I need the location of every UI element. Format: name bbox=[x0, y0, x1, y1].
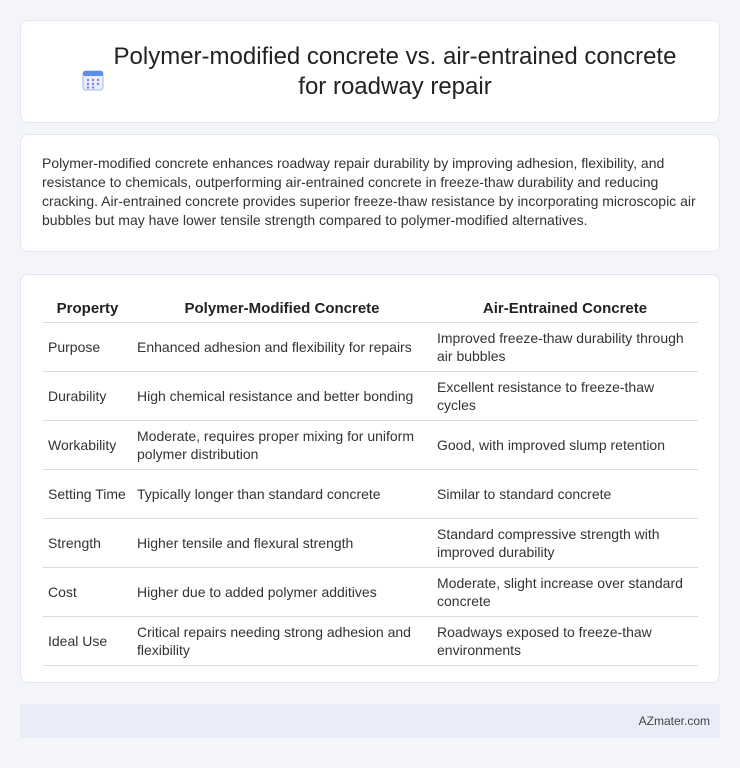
table-header-row bbox=[43, 295, 698, 322]
cell-polymer: High chemical resistance and better bonding bbox=[132, 371, 432, 420]
page-title: Polymer-modified concrete vs. air-entrained concrete for roadway repair bbox=[113, 42, 677, 100]
cell-property: Durability bbox=[43, 371, 132, 420]
table-row bbox=[43, 420, 698, 469]
summary-text: Polymer-modified concrete enhances roadway repair durability by improving adhesion, flexibility, and resistance to chemicals, outperforming air-entrained concrete in freeze-thaw durability and reducing cracking. Air-entrained concrete provides superior freeze-thaw resistance by incorporating microscopic air bubbles but may have lower tensile strength compared to polymer-modified alternatives. bbox=[42, 155, 696, 228]
title-card bbox=[20, 20, 720, 123]
cell-polymer: Higher tensile and flexural strength bbox=[132, 518, 432, 567]
cell-polymer: Higher due to added polymer additives bbox=[132, 567, 432, 616]
table-row bbox=[43, 371, 698, 420]
footer bbox=[20, 704, 720, 738]
table-card bbox=[20, 274, 720, 683]
summary-card bbox=[20, 134, 720, 252]
cell-air: Good, with improved slump retention bbox=[432, 420, 698, 469]
cell-polymer: Typically longer than standard concrete bbox=[132, 469, 432, 518]
cell-property: Strength bbox=[43, 518, 132, 567]
table-row bbox=[43, 567, 698, 616]
header-polymer: Polymer-Modified Concrete bbox=[132, 295, 432, 322]
cell-property: Ideal Use bbox=[43, 616, 132, 665]
footer-brand-link[interactable]: AZmater.com bbox=[638, 714, 710, 728]
cell-air: Improved freeze-thaw durability through air bubbles bbox=[432, 322, 698, 371]
table-row bbox=[43, 616, 698, 665]
title-wrap bbox=[51, 42, 689, 102]
header-property: Property bbox=[43, 295, 132, 322]
table-row bbox=[43, 518, 698, 567]
cell-property: Workability bbox=[43, 420, 132, 469]
cell-air: Excellent resistance to freeze-thaw cycles bbox=[432, 371, 698, 420]
comparison-table bbox=[43, 295, 698, 666]
cell-air: Roadways exposed to freeze-thaw environments bbox=[432, 616, 698, 665]
calendar-icon bbox=[81, 68, 105, 92]
cell-property: Purpose bbox=[43, 322, 132, 371]
cell-polymer: Moderate, requires proper mixing for uniform polymer distribution bbox=[132, 420, 432, 469]
header-air: Air-Entrained Concrete bbox=[432, 295, 698, 322]
cell-polymer: Enhanced adhesion and flexibility for repairs bbox=[132, 322, 432, 371]
cell-polymer: Critical repairs needing strong adhesion and flexibility bbox=[132, 616, 432, 665]
cell-property: Cost bbox=[43, 567, 132, 616]
cell-air: Standard compressive strength with improved durability bbox=[432, 518, 698, 567]
cell-property: Setting Time bbox=[43, 469, 132, 518]
cell-air: Moderate, slight increase over standard concrete bbox=[432, 567, 698, 616]
cell-air: Similar to standard concrete bbox=[432, 469, 698, 518]
table-row bbox=[43, 322, 698, 371]
table-row bbox=[43, 469, 698, 518]
